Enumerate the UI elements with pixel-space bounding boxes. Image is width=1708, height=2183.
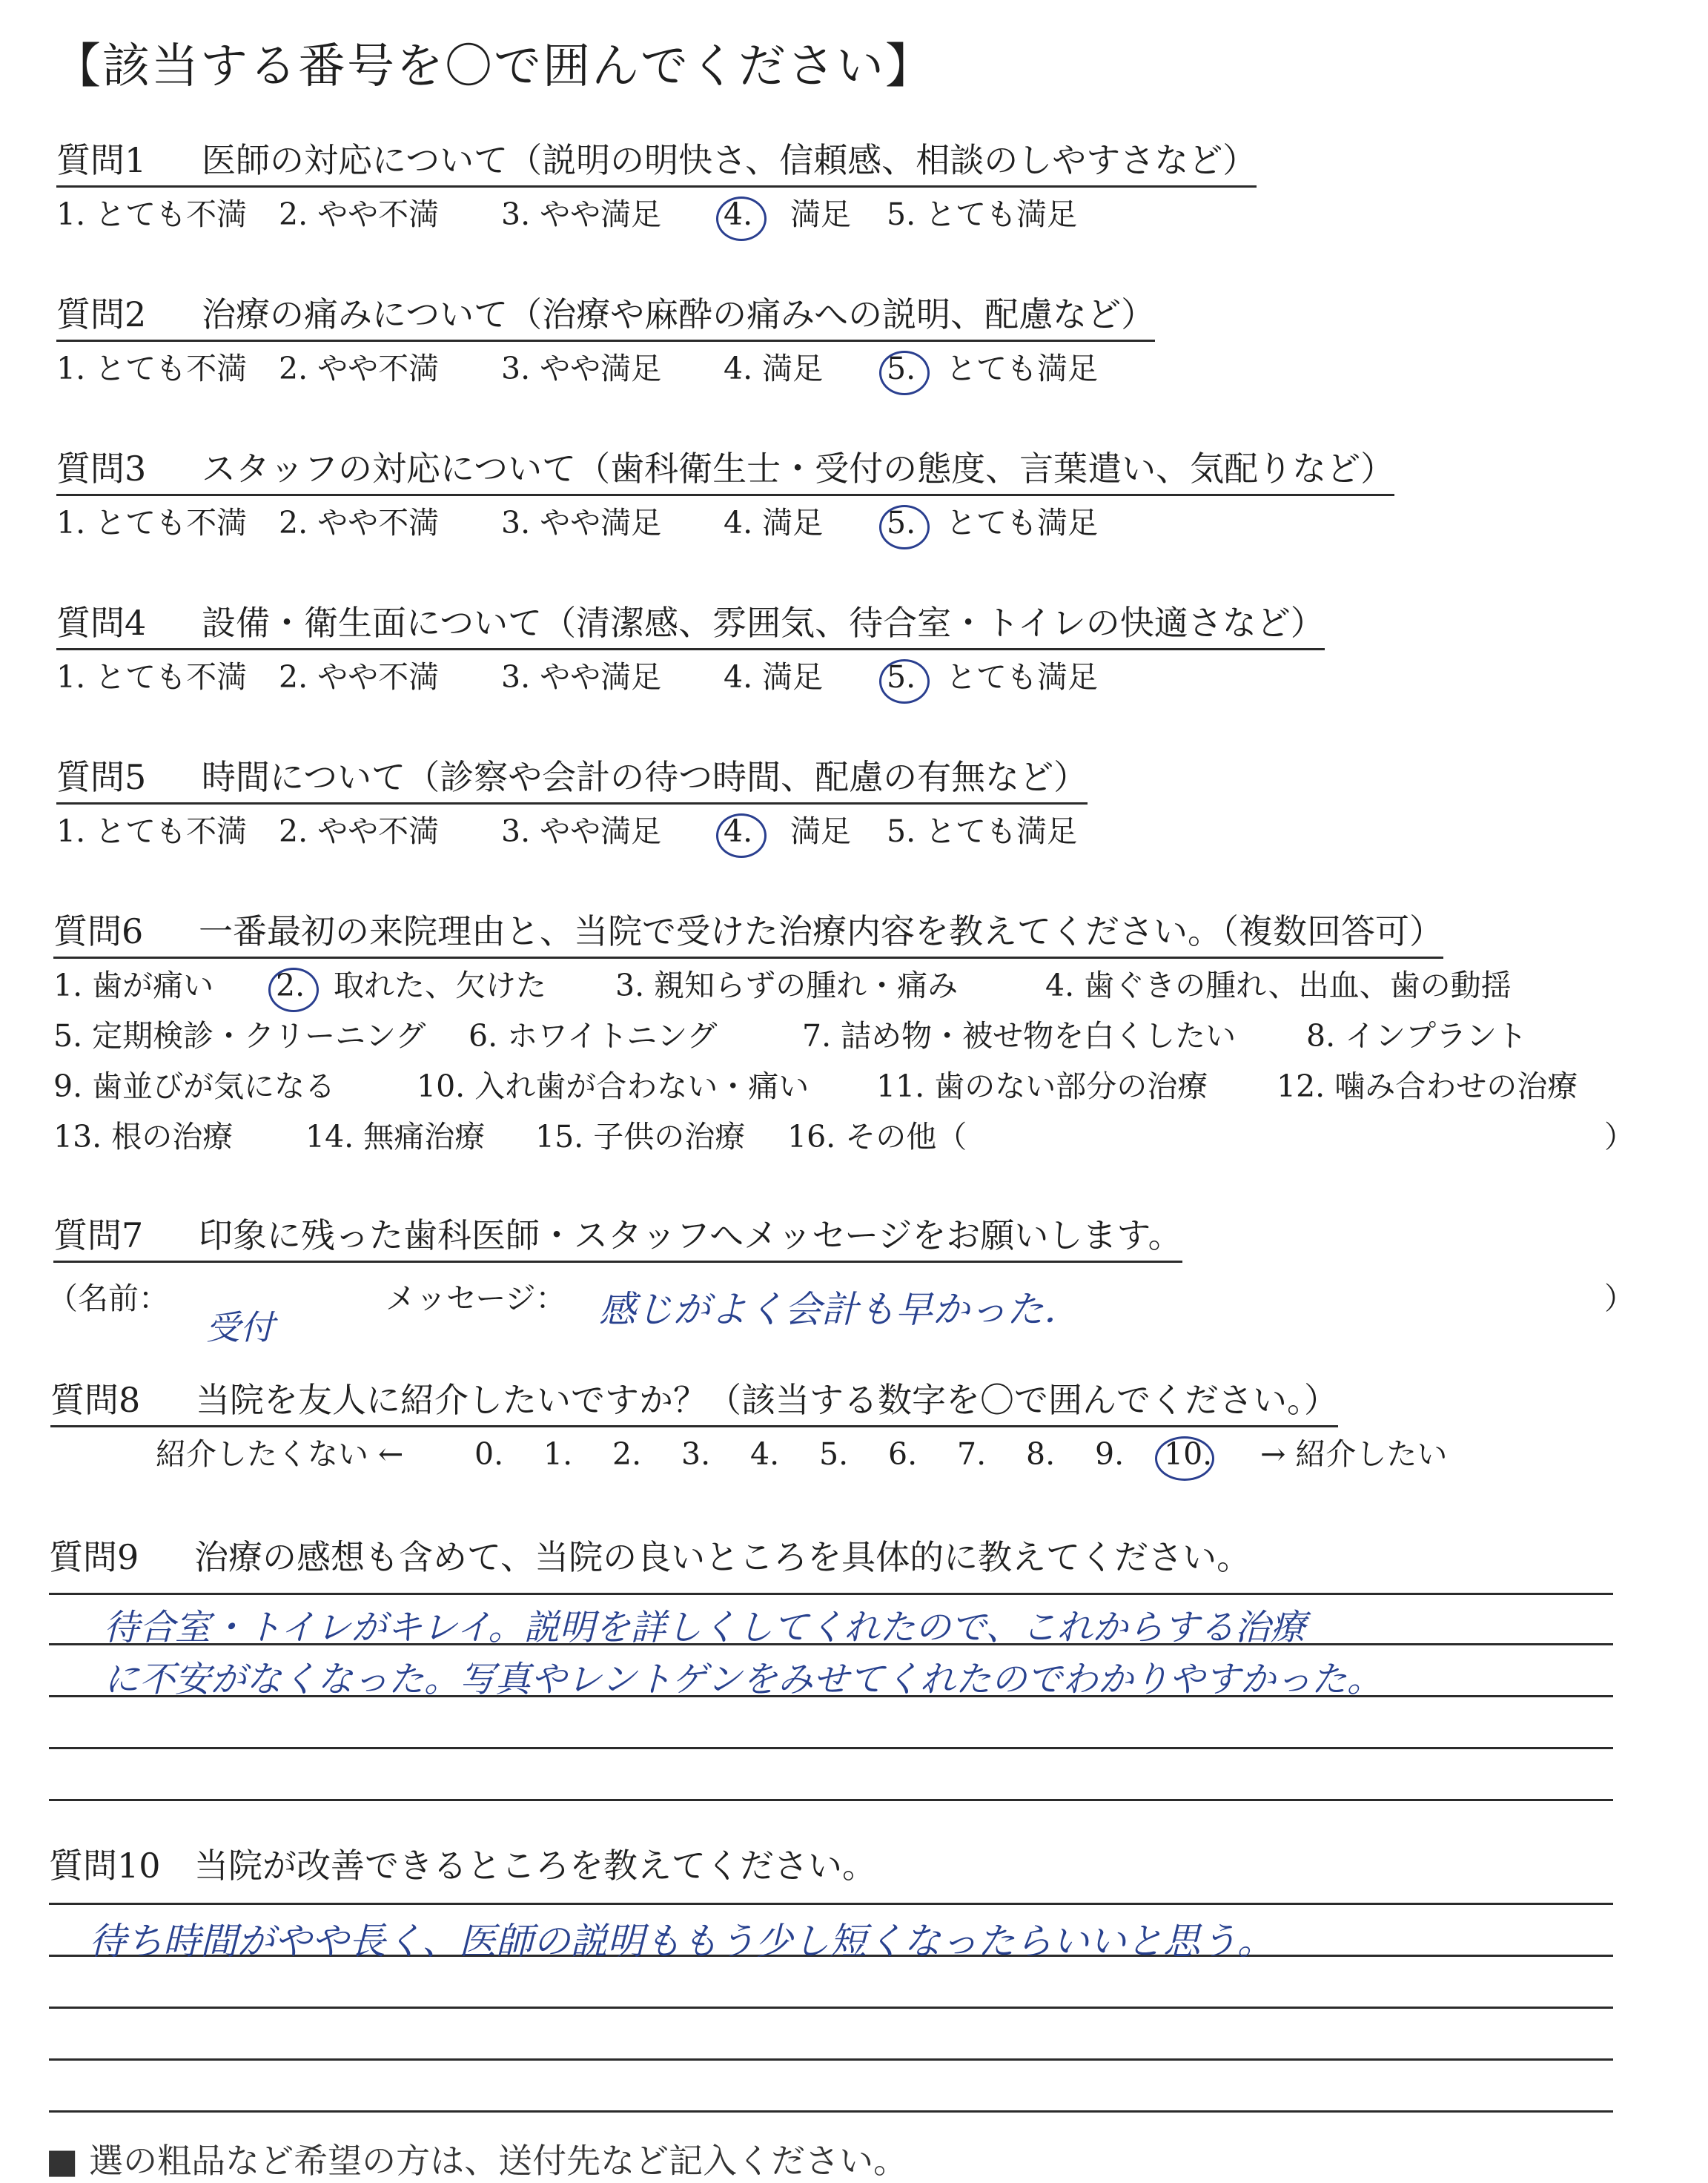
q8-right-label: → 紹介したい: [1260, 1436, 1448, 1472]
q5-option-5[interactable]: 5. とても満足: [887, 813, 1078, 849]
q4-option-4[interactable]: 4. 満足: [724, 659, 824, 695]
q6-option-1[interactable]: 1. 歯が痛い: [53, 968, 214, 1003]
q1-option-1[interactable]: 1. とても不満: [56, 196, 248, 232]
selection-circle: [268, 968, 319, 1012]
question-6-text: 一番最初の来院理由と、当院で受けた治療内容を教えてください。（複数回答可）: [199, 911, 1443, 951]
q6-option-9[interactable]: 9. 歯並びが気になる: [53, 1069, 336, 1104]
question-9-heading: [49, 1530, 1251, 1579]
question-3-heading: [56, 442, 1394, 496]
q8-left-label: 紹介したくない ←: [156, 1436, 404, 1472]
q7-message-label: メッセージ：: [385, 1281, 566, 1316]
q3-option-3[interactable]: 3. やや満足: [501, 505, 662, 541]
question-1-text: 医師の対応について（説明の明快さ、信頼感、相談のしやすさなど）: [202, 140, 1257, 180]
question-3-number: 質問3: [56, 449, 147, 489]
question-3-text: スタッフの対応について（歯科衛生士・受付の態度、言葉遣い、気配りなど）: [202, 449, 1395, 489]
question-5-text: 時間について（診察や会計の待つ時間、配慮の有無など）: [202, 757, 1088, 797]
question-10-number: 質問10: [49, 1846, 161, 1886]
question-2-number: 質問2: [56, 294, 147, 334]
q6-option-7[interactable]: 7. 詰め物・被せ物を白くしたい: [802, 1018, 1237, 1054]
question-8-heading: [50, 1373, 1338, 1427]
q6-row-1: [53, 961, 1512, 1005]
question-2-heading: [56, 288, 1155, 342]
answer-line: [49, 1799, 1613, 1801]
q3-option-4[interactable]: 4. 満足: [724, 505, 824, 541]
question-5-number: 質問5: [56, 757, 147, 797]
q6-option-14[interactable]: 14. 無痛治療: [305, 1119, 486, 1155]
q8-option-0[interactable]: 0.: [474, 1436, 504, 1472]
question-4-heading: [56, 596, 1325, 650]
q6-option-8[interactable]: 8. インプラント: [1306, 1018, 1528, 1054]
q8-option-3[interactable]: 3.: [681, 1436, 711, 1472]
q1-option-3[interactable]: 3. やや満足: [501, 196, 662, 232]
question-1-options: [56, 190, 1077, 234]
q3-option-2[interactable]: 2. やや不満: [279, 505, 440, 541]
q4-option-2[interactable]: 2. やや不満: [279, 659, 440, 695]
selection-circle: [716, 813, 767, 858]
q6-option-13[interactable]: 13. 根の治療: [53, 1119, 234, 1155]
q2-option-1[interactable]: 1. とても不満: [56, 351, 248, 386]
question-9-text: 治療の感想も含めて、当院の良いところを具体的に教えてください。: [194, 1537, 1251, 1577]
q8-option-5[interactable]: 5.: [819, 1436, 849, 1472]
q1-option-4-label: 満足: [790, 196, 851, 232]
q6-option-6[interactable]: 6. ホワイトニング: [469, 1018, 718, 1054]
selection-circle: [1155, 1436, 1214, 1481]
q8-option-7[interactable]: 7.: [957, 1436, 987, 1472]
q9-answer-line-1[interactable]: 待合室・トイレがキレイ。説明を詳しくしてくれたので、これからする治療: [104, 1607, 1306, 1648]
page-title: 【該当する番号を〇で囲んでください】: [53, 39, 934, 94]
question-4-number: 質問4: [56, 603, 147, 643]
answer-line: [49, 1747, 1613, 1749]
q2-option-5[interactable]: 5.: [887, 351, 946, 386]
q2-option-4[interactable]: 4. 満足: [724, 351, 824, 386]
q8-option-8[interactable]: 8.: [1026, 1436, 1056, 1472]
q10-answer-line-1[interactable]: 待ち時間がやや長く、医師の説明ももう少し短くなったらいいと思う。: [89, 1920, 1274, 1963]
answer-line: [49, 1903, 1613, 1905]
q6-option-3[interactable]: 3. 親知らずの腫れ・痛み: [615, 968, 959, 1003]
question-5-heading: [56, 750, 1088, 805]
question-2-options: [56, 344, 1098, 388]
q6-option-4[interactable]: 4. 歯ぐきの腫れ、出血、歯の動揺: [1045, 968, 1512, 1003]
q6-option-15[interactable]: 15. 子供の治療: [535, 1119, 746, 1155]
q6-row-3: [53, 1062, 1578, 1106]
q4-option-5-label: とても満足: [946, 659, 1098, 695]
question-6-heading: [53, 905, 1443, 959]
q6-option-2[interactable]: 2.: [276, 968, 334, 1003]
answer-line: [49, 2110, 1613, 2113]
q6-option-2-label: 取れた、欠けた: [334, 968, 546, 1003]
q8-option-1[interactable]: 1.: [543, 1436, 573, 1472]
q5-option-4[interactable]: 4.: [724, 813, 790, 849]
q6-row-4: [53, 1112, 1619, 1156]
answer-line: [49, 2007, 1613, 2009]
q8-option-6[interactable]: 6.: [888, 1436, 918, 1472]
selection-circle: [879, 505, 930, 549]
selection-circle: [879, 659, 930, 704]
q5-option-4-label: 満足: [790, 813, 851, 849]
q5-option-3[interactable]: 3. やや満足: [501, 813, 662, 849]
q6-other-close: ）: [1604, 1119, 1635, 1155]
q8-scale: [156, 1430, 1447, 1473]
q8-option-10[interactable]: 10.: [1164, 1436, 1260, 1472]
question-4-options: [56, 653, 1098, 696]
selection-circle: [879, 351, 930, 395]
q1-option-2[interactable]: 2. やや不満: [279, 196, 440, 232]
q7-name-value[interactable]: 受付: [206, 1307, 274, 1347]
question-1-heading: [56, 133, 1257, 188]
q1-option-4[interactable]: 4.: [724, 196, 790, 232]
q2-option-3[interactable]: 3. やや満足: [501, 351, 662, 386]
q6-option-16[interactable]: 16. その他（: [787, 1119, 967, 1155]
q6-option-5[interactable]: 5. 定期検診・クリーニング: [53, 1018, 426, 1054]
question-3-options: [56, 498, 1098, 542]
q2-option-5-label: とても満足: [946, 351, 1098, 386]
question-8-text: 当院を友人に紹介したいですか？（該当する数字を〇で囲んでください。）: [196, 1380, 1338, 1420]
q4-option-3[interactable]: 3. やや満足: [501, 659, 662, 695]
q6-row-2: [53, 1011, 1527, 1055]
q3-option-1[interactable]: 1. とても不満: [56, 505, 248, 541]
q3-option-5-label: とても満足: [946, 505, 1098, 541]
q6-option-10[interactable]: 10. 入れ歯が合わない・痛い: [417, 1069, 810, 1104]
answer-line: [49, 1593, 1613, 1595]
selection-circle: [716, 196, 767, 241]
q5-option-1[interactable]: 1. とても不満: [56, 813, 248, 849]
q7-close: ）: [1604, 1281, 1635, 1316]
question-1-number: 質問1: [56, 140, 147, 180]
q9-answer-line-2[interactable]: に不安がなくなった。写真やレントゲンをみせてくれたのでわかりやすかった。: [104, 1659, 1383, 1700]
q4-option-5[interactable]: 5.: [887, 659, 946, 695]
question-7-text: 印象に残った歯科医師・スタッフへメッセージをお願いします。: [199, 1215, 1182, 1255]
q8-option-2[interactable]: 2.: [612, 1436, 642, 1472]
answer-line: [49, 2058, 1613, 2061]
q2-option-2[interactable]: 2. やや不満: [279, 351, 440, 386]
q3-option-5[interactable]: 5.: [887, 505, 946, 541]
q8-option-9[interactable]: 9.: [1095, 1436, 1125, 1472]
question-7-number: 質問7: [53, 1215, 144, 1255]
footer-note: ■ 選の粗品など希望の方は、送付先など記入ください。: [46, 2141, 908, 2181]
question-5-options: [56, 807, 1077, 851]
question-7-heading: [53, 1209, 1182, 1263]
q5-option-2[interactable]: 2. やや不満: [279, 813, 440, 849]
question-10-heading: [49, 1839, 876, 1888]
question-8-number: 質問8: [50, 1380, 141, 1420]
q8-option-4[interactable]: 4.: [750, 1436, 780, 1472]
question-9-number: 質問9: [49, 1537, 139, 1577]
question-2-text: 治療の痛みについて（治療や麻酔の痛みへの説明、配慮など）: [202, 294, 1156, 334]
question-4-text: 設備・衛生面について（清潔感、雰囲気、待合室・トイレの快適さなど）: [202, 603, 1325, 643]
q6-option-11[interactable]: 11. 歯のない部分の治療: [876, 1069, 1208, 1104]
q6-option-12[interactable]: 12. 噛み合わせの治療: [1277, 1069, 1578, 1104]
q7-name-label: （名前：: [47, 1281, 169, 1316]
q4-option-1[interactable]: 1. とても不満: [56, 659, 248, 695]
q1-option-5[interactable]: 5. とても満足: [887, 196, 1078, 232]
question-6-number: 質問6: [53, 911, 144, 951]
q7-message-value[interactable]: 感じがよく会計も早かった．: [599, 1288, 1081, 1331]
question-10-text: 当院が改善できるところを教えてください。: [194, 1846, 876, 1886]
